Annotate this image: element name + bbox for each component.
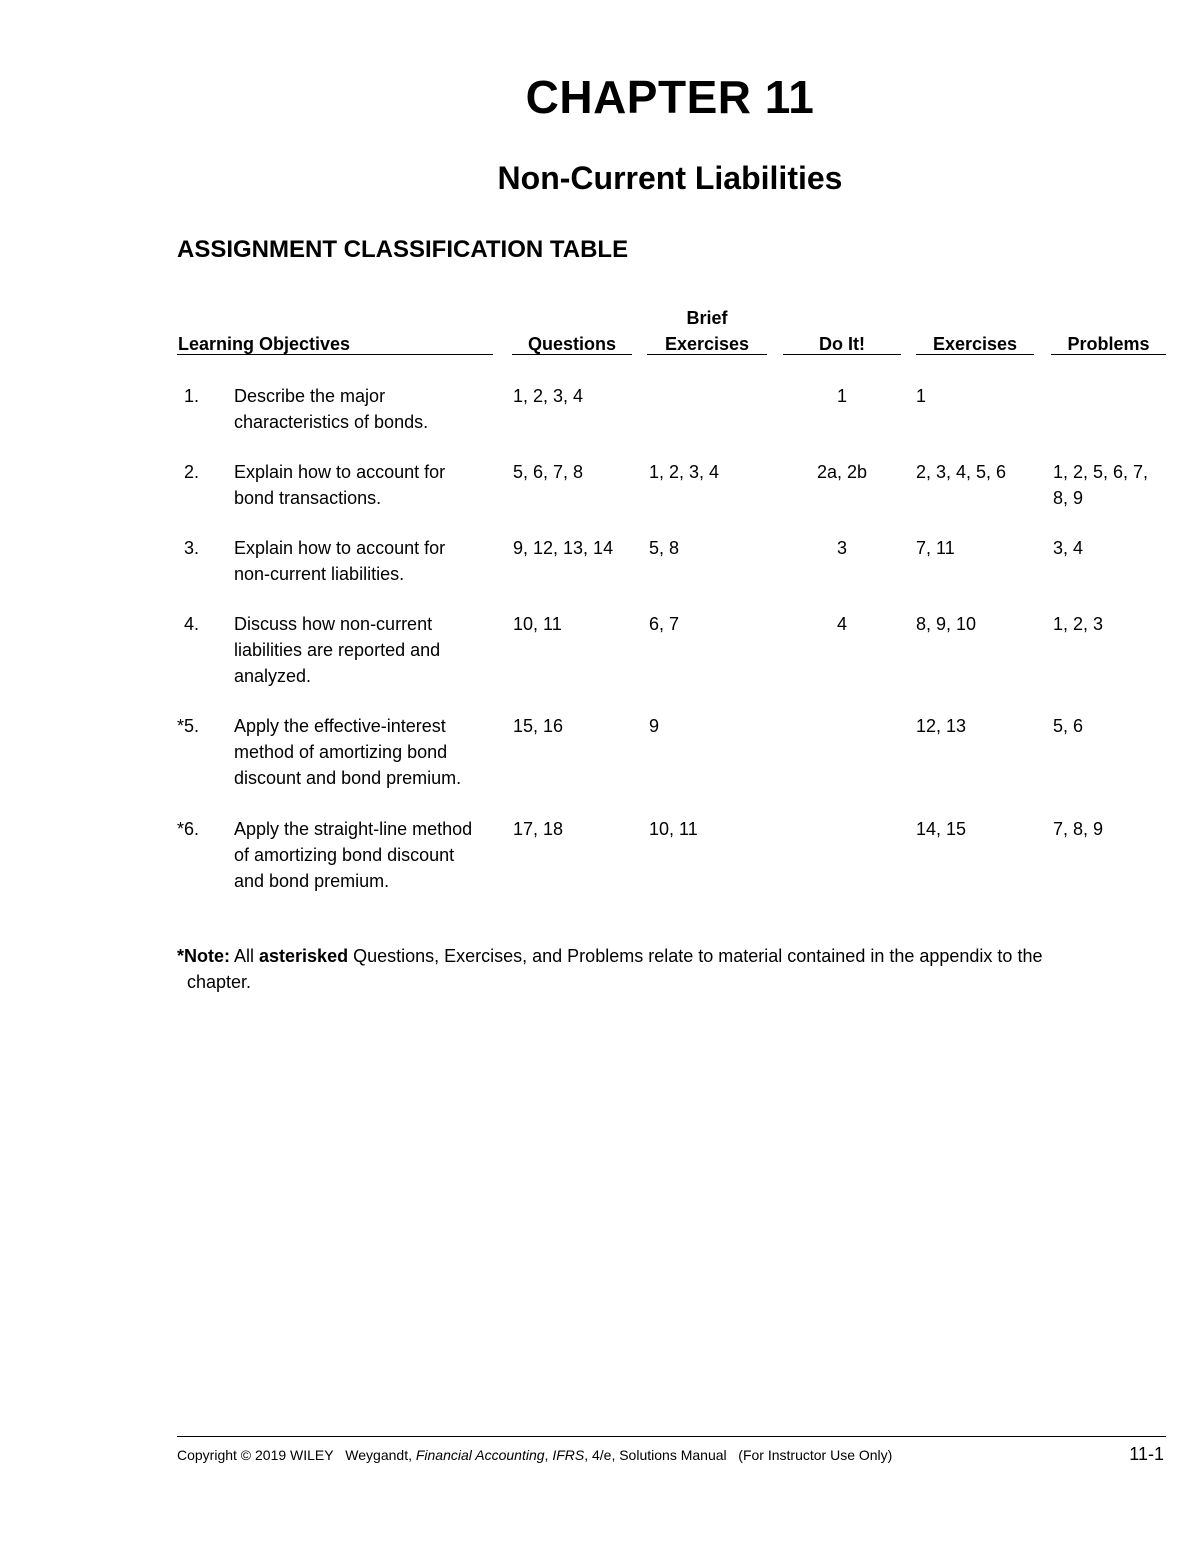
row-exercises: 2, 3, 4, 5, 6 xyxy=(916,462,1007,482)
footer-book-title: Financial Accounting xyxy=(415,1447,545,1463)
note-text-after: Questions, Exercises, and Problems relate to material contained in the appendix to the xyxy=(348,946,1043,966)
row-objective: Discuss how non-current liabilities are reported and analyzed. xyxy=(234,614,441,686)
row-brief-exercises: 10, 11 xyxy=(649,819,698,839)
row-number: *5. xyxy=(177,716,200,736)
row-do-it: 4 xyxy=(836,614,847,634)
note-text-before: All xyxy=(230,946,260,966)
row-do-it: 3 xyxy=(836,538,847,558)
header-do-it: Do It! xyxy=(819,334,865,354)
footer-usage: (For Instructor Use Only) xyxy=(738,1447,893,1463)
chapter-subtitle: Non-Current Liabilities xyxy=(497,160,843,196)
footer-edition: , 4/e, Solutions Manual xyxy=(584,1447,727,1463)
row-number: *6. xyxy=(177,819,200,839)
footer-author: Weygandt, xyxy=(345,1447,416,1463)
row-brief-exercises: 1, 2, 3, 4 xyxy=(649,462,720,482)
row-brief-exercises: 9 xyxy=(649,716,660,736)
header-underline-exercises xyxy=(916,354,1034,355)
row-number: 3. xyxy=(184,538,200,558)
row-number: 1. xyxy=(184,386,200,406)
header-underline-questions xyxy=(512,354,632,355)
header-exercises: Exercises xyxy=(932,334,1018,354)
row-problems: 1, 2, 3 xyxy=(1053,614,1104,634)
section-title: ASSIGNMENT CLASSIFICATION TABLE xyxy=(177,236,629,263)
row-exercises: 7, 11 xyxy=(916,538,955,558)
header-brief-line2: Exercises xyxy=(664,334,750,354)
row-objective: Explain how to account for non-current liabilities. xyxy=(234,538,446,584)
row-problems: 5, 6 xyxy=(1053,716,1084,736)
row-exercises: 8, 9, 10 xyxy=(916,614,977,634)
row-objective: Describe the major characteristics of bonds. xyxy=(234,386,429,432)
header-underline-brief xyxy=(647,354,767,355)
header-underline-objectives xyxy=(177,354,493,355)
header-underline-problems xyxy=(1051,354,1166,355)
row-questions: 5, 6, 7, 8 xyxy=(513,462,584,482)
header-problems: Problems xyxy=(1067,334,1150,354)
row-questions: 1, 2, 3, 4 xyxy=(513,386,584,406)
footer-copyright-line xyxy=(177,1445,892,1465)
header-learning-objectives: Learning Objectives xyxy=(178,334,351,354)
row-problems: 3, 4 xyxy=(1053,538,1084,558)
row-number: 2. xyxy=(184,462,200,482)
row-questions: 10, 11 xyxy=(513,614,562,634)
row-objective: Apply the effective-interest method of amortizing bond discount and bond premium. xyxy=(234,716,462,788)
header-underline-do-it xyxy=(783,354,901,355)
row-questions: 9, 12, 13, 14 xyxy=(513,538,614,558)
row-exercises: 12, 13 xyxy=(916,716,967,736)
row-questions: 15, 16 xyxy=(513,716,564,736)
header-questions: Questions xyxy=(527,334,616,354)
row-objective: Apply the straight-line method of amortizing bond discount and bond premium. xyxy=(234,819,473,891)
footer-copyright: Copyright © 2019 WILEY xyxy=(177,1447,334,1463)
row-questions: 17, 18 xyxy=(513,819,564,839)
header-brief-line1: Brief xyxy=(686,308,728,328)
row-do-it: 2a, 2b xyxy=(816,462,868,482)
page-number: 11-1 xyxy=(1129,1444,1164,1464)
footer-ifrs: IFRS xyxy=(552,1447,585,1463)
appendix-note xyxy=(177,943,1161,995)
row-objective: Explain how to account for bond transactions. xyxy=(234,462,446,508)
row-problems: 7, 8, 9 xyxy=(1053,819,1104,839)
row-exercises: 1 xyxy=(916,386,927,406)
footer-rule xyxy=(177,1436,1166,1437)
row-brief-exercises: 5, 8 xyxy=(649,538,680,558)
row-problems: 1, 2, 5, 6, 7, 8, 9 xyxy=(1053,462,1149,508)
row-do-it: 1 xyxy=(836,386,847,406)
note-label: *Note: xyxy=(177,946,230,966)
chapter-title: CHAPTER 11 xyxy=(525,71,815,123)
row-brief-exercises: 6, 7 xyxy=(649,614,680,634)
note-continuation: chapter. xyxy=(187,972,252,992)
note-emphasis: asterisked xyxy=(259,946,349,966)
row-exercises: 14, 15 xyxy=(916,819,967,839)
footer-sep: , xyxy=(544,1447,553,1463)
row-number: 4. xyxy=(184,614,200,634)
